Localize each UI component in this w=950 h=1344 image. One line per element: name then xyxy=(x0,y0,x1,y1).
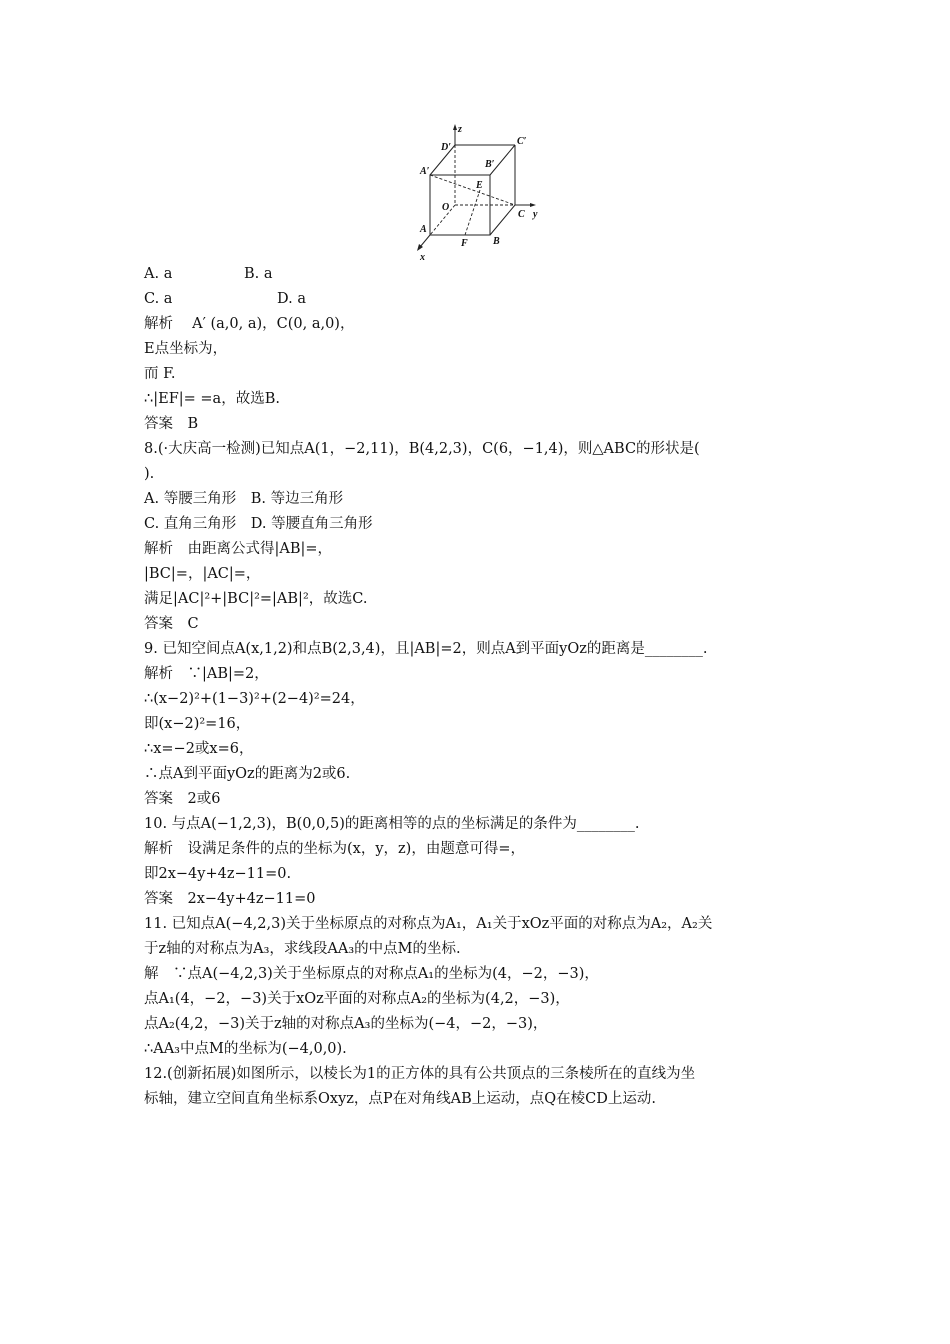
label-y: y xyxy=(533,209,538,220)
question-12-stem: 12.(创新拓展)如图所示，以棱长为1的正方体的具有公共顶点的三条棱所在的直线为坐 xyxy=(144,1066,696,1082)
text-line: ∴x=−2或x=6， xyxy=(144,741,254,757)
question-11-stem: 11. 已知点A(−4,2,3)关于坐标原点的对称点为A₁，A₁关于xOz平面的对称点为A₂，A₂关 xyxy=(144,916,713,932)
text-line: |BC|=，|AC|=， xyxy=(144,566,261,582)
text-line: 解析 A′ (a,0, a)，C(0, a,0)， xyxy=(144,316,355,332)
label-x: x xyxy=(420,252,425,263)
q8-options-ab: A. 等腰三角形 B. 等边三角形 xyxy=(144,491,344,507)
question-9-stem: 9. 已知空间点A(x,1,2)和点B(2,3,4)，且|AB|=2，则点A到平面yOz的距离是________. xyxy=(144,641,708,657)
question-12-stem-cont: 标轴，建立空间直角坐标系Oxyz，点P在对角线AB上运动，点Q在棱CD上运动. xyxy=(144,1091,656,1107)
answer-line: 答案 B xyxy=(144,416,199,432)
question-8-stem: 8.(·大庆高一检测)已知点A(1，−2,11)，B(4,2,3)，C(6，−1,4)，则△ABC的形状是( xyxy=(144,441,700,457)
label-a-prime: A′ xyxy=(420,166,430,177)
question-10-stem: 10. 与点A(−1,2,3)，B(0,0,5)的距离相等的点的坐标满足的条件为________. xyxy=(144,816,640,832)
label-f: F xyxy=(461,238,468,249)
q7-option-a: A. a xyxy=(144,266,173,282)
q7-option-b: B. a xyxy=(244,266,273,282)
q7-option-c: C. a xyxy=(144,291,173,307)
question-11-stem-cont: 于z轴的对称点为A₃，求线段AA₃的中点M的坐标. xyxy=(144,941,461,957)
cube-diagram xyxy=(408,120,548,263)
label-b: B xyxy=(493,236,500,247)
text-line: 满足|AC|²+|BC|²=|AB|²，故选C. xyxy=(144,591,368,607)
q7-options-row-1 xyxy=(144,262,816,287)
text-line: ∴|EF|= =a，故选B. xyxy=(144,391,280,407)
label-z: z xyxy=(458,124,462,135)
text-line: 即(x−2)²=16， xyxy=(144,716,251,732)
text-line: 即2x−4y+4z−11=0. xyxy=(144,866,292,882)
question-8-stem-cont: ). xyxy=(144,466,155,482)
label-c: C xyxy=(518,209,525,220)
label-b-prime: B′ xyxy=(485,159,495,170)
label-o: O xyxy=(442,202,450,213)
q8-options-cd: C. 直角三角形 D. 等腰直角三角形 xyxy=(144,516,373,532)
text-line: 解 ∵点A(−4,2,3)关于坐标原点的对称点A₁的坐标为(4，−2，−3)， xyxy=(144,966,599,982)
label-d-prime: D′ xyxy=(441,142,452,153)
answer-line: 答案 2x−4y+4z−11=0 xyxy=(144,891,316,907)
text-line: 点A₂(4,2，−3)关于z轴的对称点A₃的坐标为(−4，−2，−3)， xyxy=(144,1016,548,1032)
cube-coordinate-figure xyxy=(408,120,548,263)
q7-option-d: D. a xyxy=(277,291,306,307)
answer-line: 答案 2或6 xyxy=(144,791,221,807)
text-line: 点A₁(4，−2，−3)关于xOz平面的对称点A₂的坐标为(4,2，−3)， xyxy=(144,991,570,1007)
text-line: ∴点A到平面yOz的距离为2或6. xyxy=(144,766,351,782)
text-line: 而 F. xyxy=(144,366,176,382)
text-line: 解析 设满足条件的点的坐标为(x，y，z)，由题意可得=， xyxy=(144,841,525,857)
text-line: 解析 ∵|AB|=2， xyxy=(144,666,269,682)
q7-options-row-2 xyxy=(144,287,816,312)
answer-line: 答案 C xyxy=(144,616,199,632)
text-line: E点坐标为， xyxy=(144,341,228,357)
document-body xyxy=(144,262,816,1112)
text-line: ∴AA₃中点M的坐标为(−4,0,0). xyxy=(144,1041,347,1057)
label-c-prime: C′ xyxy=(517,136,527,147)
label-e: E xyxy=(476,180,483,191)
text-line: ∴(x−2)²+(1−3)²+(2−4)²=24， xyxy=(144,691,365,707)
label-a: A xyxy=(420,224,427,235)
text-line: 解析 由距离公式得|AB|=， xyxy=(144,541,333,557)
